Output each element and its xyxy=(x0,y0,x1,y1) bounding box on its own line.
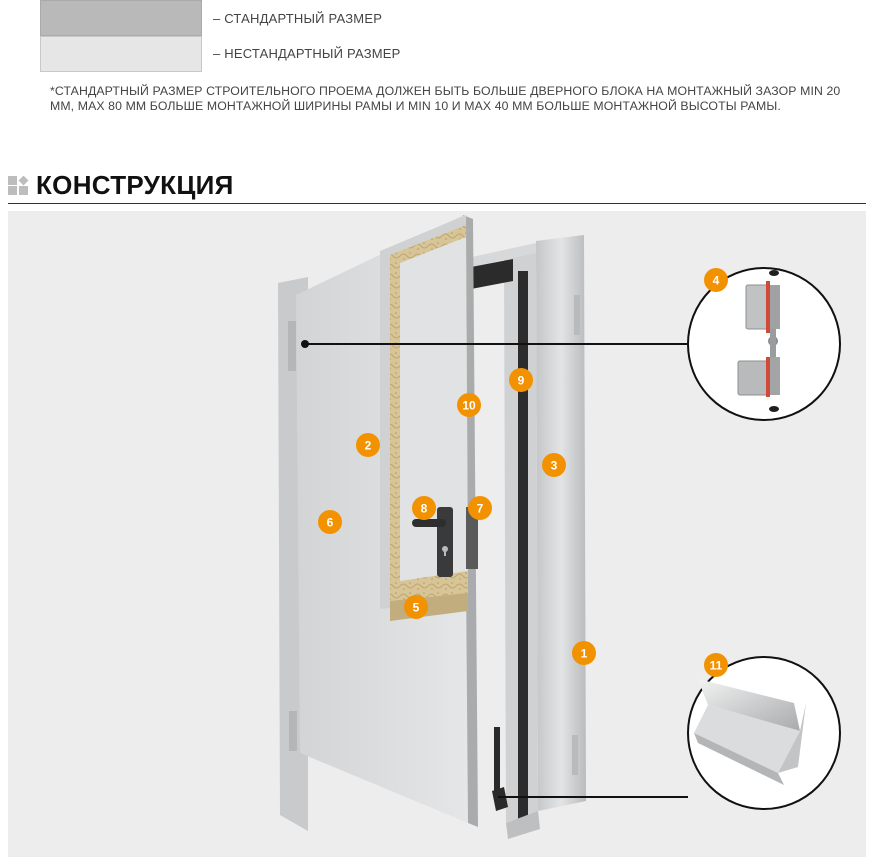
threshold-rod xyxy=(494,727,500,795)
svg-text:9: 9 xyxy=(517,373,525,388)
callout-6 xyxy=(318,510,342,534)
callout-5 xyxy=(404,595,428,619)
door-frame xyxy=(463,235,586,839)
callout-3 xyxy=(542,453,566,477)
svg-text:8: 8 xyxy=(420,501,428,516)
svg-text:6: 6 xyxy=(326,515,334,530)
section-heading xyxy=(8,170,234,201)
leader-dot-4 xyxy=(301,340,309,348)
legend-swatch-nonstandard xyxy=(40,36,202,72)
svg-text:2: 2 xyxy=(364,438,372,453)
svg-text:4: 4 xyxy=(712,273,720,288)
door-illustration xyxy=(8,211,866,857)
legend-swatch-standard xyxy=(40,0,202,36)
left-lower-hinge xyxy=(289,711,297,751)
legend-label-nonstandard: – НЕСТАНДАРТНЫЙ РАЗМЕР xyxy=(213,46,401,61)
callout-9 xyxy=(509,368,533,392)
svg-text:1: 1 xyxy=(580,646,588,661)
callout-1 xyxy=(572,641,596,665)
callout-8 xyxy=(412,496,436,520)
door-construction-figure xyxy=(8,211,866,857)
legend-label-standard: – СТАНДАРТНЫЙ РАЗМЕР xyxy=(213,11,383,26)
svg-text:5: 5 xyxy=(412,600,420,615)
callout-10 xyxy=(457,393,481,417)
callout-4 xyxy=(704,268,728,292)
section-grid-icon xyxy=(8,176,30,196)
section-title: КОНСТРУКЦИЯ xyxy=(36,170,234,200)
callout-2 xyxy=(356,433,380,457)
profile-detail xyxy=(688,657,840,809)
svg-text:7: 7 xyxy=(476,501,484,516)
callout-11 xyxy=(704,653,728,677)
left-hinge xyxy=(288,321,296,371)
svg-text:10: 10 xyxy=(462,398,476,413)
installation-note: *СТАНДАРТНЫЙ РАЗМЕР СТРОИТЕЛЬНОГО ПРОЕМА ДОЛЖЕН БЫТЬ БОЛЬШЕ ДВЕРНОГО БЛОКА НА МОНТАЖНЫЙ ЗАЗОР MIN 20 ММ, MAX 80 ММ БОЛЬШЕ МОНТАЖНОЙ ШИРИНЫ РАМЫ И MIN 10 И MAX 40 ММ БОЛЬШЕ МОНТАЖНОЙ ВЫСОТЫ РАМЫ. xyxy=(50,84,841,113)
section-divider xyxy=(8,203,866,204)
callout-7 xyxy=(468,496,492,520)
svg-text:11: 11 xyxy=(709,658,723,673)
svg-text:3: 3 xyxy=(550,458,558,473)
